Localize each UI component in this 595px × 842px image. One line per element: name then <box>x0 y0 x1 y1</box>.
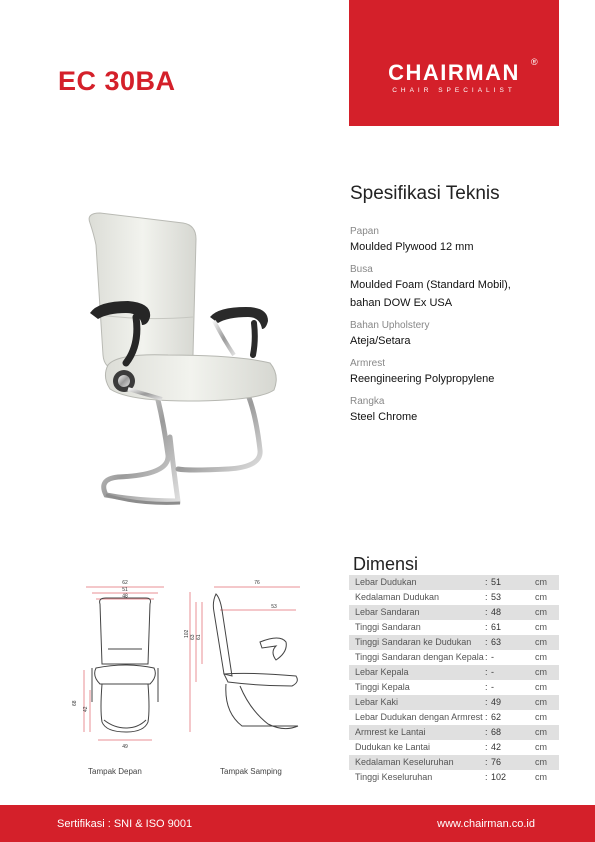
dimension-unit: cm <box>535 605 559 620</box>
dimension-separator: : <box>485 695 491 710</box>
dimension-unit: cm <box>535 742 547 752</box>
dimension-unit: cm <box>535 665 559 680</box>
dimension-unit: cm <box>535 725 559 740</box>
chair-product-image <box>78 205 293 515</box>
spec-value: Ateja/Setara <box>350 335 411 347</box>
dimension-unit: cm <box>535 635 559 650</box>
dimension-label: Tinggi Sandaran <box>355 622 421 632</box>
dimension-label: Lebar Dudukan dengan Armrest <box>355 712 483 722</box>
dimension-separator: : <box>485 622 488 632</box>
side-dim-top1: 76 <box>254 580 260 586</box>
side-dim-top2: 53 <box>271 604 277 610</box>
dimension-separator: : <box>485 605 491 620</box>
dimension-row <box>349 590 559 605</box>
dimension-separator: : <box>485 742 488 752</box>
certification-text: Sertifikasi : SNI & ISO 9001 <box>57 818 193 830</box>
front-dim-left1: 68 <box>72 700 78 706</box>
dimension-value: 63 <box>491 635 535 650</box>
dimension-heading: Dimensi <box>353 554 419 574</box>
dimension-label: Dudukan ke Lantai <box>355 742 431 752</box>
dimension-value: 48 <box>491 605 535 620</box>
front-view-caption: Tampak Depan <box>88 767 142 776</box>
front-view-drawing <box>62 572 187 762</box>
side-view-drawing <box>180 572 305 762</box>
dimension-label: Tinggi Keseluruhan <box>355 772 433 782</box>
spec-value: Steel Chrome <box>350 411 418 423</box>
dimension-row <box>349 725 559 740</box>
spec-label: Busa <box>350 264 373 275</box>
brand-name: CHAIRMAN <box>388 60 520 85</box>
dimension-value: 53 <box>491 592 502 602</box>
dimension-value: - <box>491 652 494 662</box>
front-dim-top3: 48 <box>122 593 128 600</box>
model-title: EC 30BA <box>58 66 176 96</box>
dimension-row <box>349 620 559 635</box>
dimension-separator: : <box>485 682 488 692</box>
spec-item <box>350 357 560 388</box>
dimension-separator: : <box>485 592 488 602</box>
dimension-row <box>349 755 559 770</box>
dimension-separator: : <box>485 665 491 680</box>
dimension-label: Lebar Kaki <box>349 695 485 710</box>
dimension-separator: : <box>485 725 491 740</box>
dimension-value: - <box>491 665 535 680</box>
side-view-caption: Tampak Samping <box>220 767 282 776</box>
dimension-label: Kedalaman Dudukan <box>355 592 440 602</box>
spec-label: Bahan Upholstery <box>350 320 430 331</box>
dimension-row <box>349 740 559 755</box>
spec-value: Reengineering Polypropylene <box>350 373 495 385</box>
spec-list <box>350 225 560 433</box>
dimension-separator: : <box>485 772 488 782</box>
dimension-separator: : <box>485 652 488 662</box>
spec-item <box>350 319 560 350</box>
dimension-table <box>349 575 559 785</box>
dimension-value: - <box>491 682 494 692</box>
registered-mark: ® <box>531 57 538 67</box>
dimension-value: 61 <box>491 622 502 632</box>
dimension-unit: cm <box>535 755 559 770</box>
dimension-label: Lebar Dudukan <box>349 575 485 590</box>
dimension-row <box>349 650 559 665</box>
dimension-value: 49 <box>491 695 535 710</box>
front-dim-left2: 42 <box>83 706 89 712</box>
dimension-row <box>349 680 559 695</box>
front-dim-top1: 62 <box>122 580 128 586</box>
spec-value-line2: bahan DOW Ex USA <box>350 297 453 309</box>
dimension-label: Tinggi Sandaran dengan Kepala <box>355 652 484 662</box>
dimension-row <box>349 635 559 650</box>
dimension-separator: : <box>485 575 491 590</box>
dimension-label: Kedalaman Keseluruhan <box>349 755 485 770</box>
dimension-row <box>349 710 559 725</box>
dimension-unit: cm <box>535 682 547 692</box>
dimension-row <box>349 605 559 620</box>
website-link[interactable]: www.chairman.co.id <box>437 818 535 830</box>
spec-label: Armrest <box>350 358 385 369</box>
dimension-row <box>349 665 559 680</box>
dimension-unit: cm <box>535 622 547 632</box>
dimension-label: Tinggi Kepala <box>355 682 410 692</box>
spec-value: Moulded Foam (Standard Mobil), <box>350 279 511 291</box>
dimension-separator: : <box>485 635 491 650</box>
dimension-value: 102 <box>491 772 507 782</box>
dimension-unit: cm <box>535 575 559 590</box>
spec-label: Papan <box>350 226 379 237</box>
dimension-row <box>349 575 559 590</box>
dimension-table-body <box>349 575 559 785</box>
spec-value: Moulded Plywood 12 mm <box>350 241 474 253</box>
spec-label: Rangka <box>350 396 385 407</box>
dimension-label: Armrest ke Lantai <box>349 725 485 740</box>
dimension-separator: : <box>485 755 491 770</box>
footer-bar <box>0 805 595 842</box>
dimension-unit: cm <box>535 592 547 602</box>
front-dim-top2: 51 <box>122 587 128 593</box>
dimension-label: Tinggi Sandaran ke Dudukan <box>349 635 485 650</box>
dimension-separator: : <box>485 712 488 722</box>
dimension-value: 76 <box>491 755 535 770</box>
dimension-label: Lebar Sandaran <box>349 605 485 620</box>
dimension-unit: cm <box>535 695 559 710</box>
spec-item <box>350 225 560 256</box>
brand-tagline: CHAIR SPECIALIST <box>392 87 516 94</box>
dimension-unit: cm <box>535 712 547 722</box>
dimension-unit: cm <box>535 652 547 662</box>
front-dim-bottom: 49 <box>122 744 128 750</box>
spec-item <box>350 263 560 312</box>
spec-item <box>350 395 560 426</box>
dimension-value: 68 <box>491 725 535 740</box>
dimension-row <box>349 695 559 710</box>
side-dim-left2: 63 <box>190 634 196 640</box>
dimension-value: 62 <box>491 712 502 722</box>
dimension-label: Lebar Kepala <box>349 665 485 680</box>
dimension-value: 51 <box>491 575 535 590</box>
dimension-value: 42 <box>491 742 502 752</box>
dimension-unit: cm <box>535 772 547 782</box>
brand-logo <box>349 0 559 126</box>
side-dim-left1: 102 <box>184 629 190 638</box>
spec-heading: Spesifikasi Teknis <box>350 183 500 204</box>
side-dim-left3: 61 <box>196 634 202 640</box>
dimension-row <box>349 770 559 785</box>
